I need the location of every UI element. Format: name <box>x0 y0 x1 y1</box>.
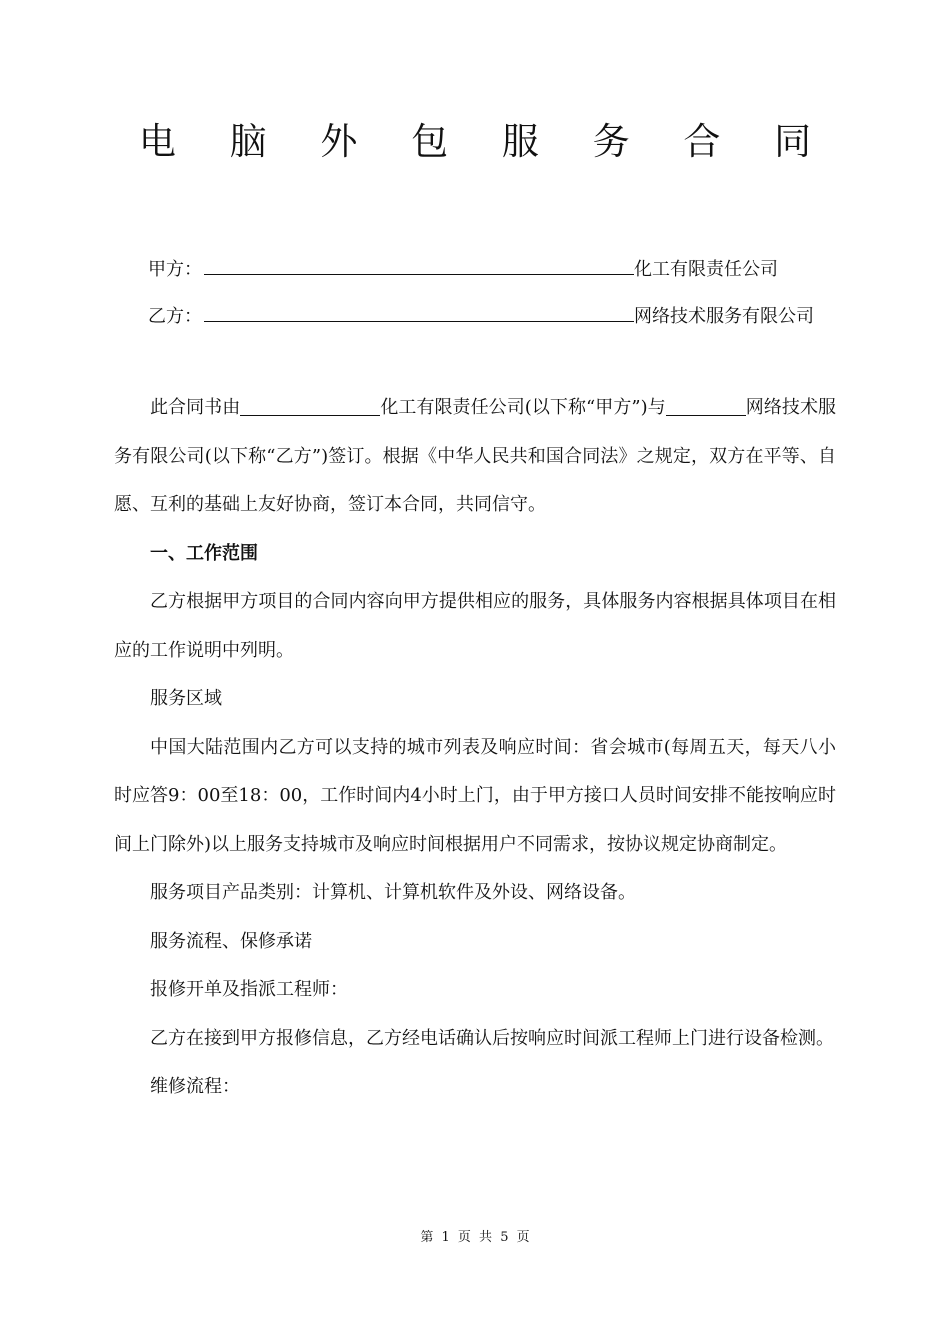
party-b-name: 网络技术服务有限公司 <box>634 306 814 327</box>
document-title: 电 脑 外 包 服 务 合 同 <box>138 120 833 163</box>
party-b-blank <box>204 299 634 322</box>
paragraph-dispatch-title: 报修开单及指派工程师： <box>150 979 348 1000</box>
paragraph-dispatch: 乙方在接到甲方报修信息，乙方经电话确认后按响应时间派工程师上门进行设备检测。 <box>150 1027 834 1049</box>
contract-body <box>114 384 836 1112</box>
paragraph-process-title: 服务流程、保修承诺 <box>150 930 312 952</box>
intro-blank-2 <box>666 395 746 416</box>
intro-part3: 网络技术服务有限公司(以下称“乙方”)签订。根据《中华人民共和国合同法》之规定，双方在平等、自愿、互利的基础上友好协商，签订本合同，共同信守。 <box>114 397 837 515</box>
intro-paragraph <box>114 384 836 530</box>
page-footer: 第 1 页 共 5 页 <box>420 1230 530 1245</box>
party-a-line <box>148 252 778 282</box>
paragraph-service-area: 中国大陆范围内乙方可以支持的城市列表及响应时间：省会城市(每周五天，每天八小时应答9：00至18：00，工作时间内4小时上门，由于甲方接口人员时间安排不能按响应时间上门除外)以上服务支持城市及响应时间根据用户不同需求，按协议规定协商制定。 <box>114 736 836 855</box>
paragraph-repair-process: 维修流程： <box>150 1076 240 1097</box>
paragraph-service-area-title: 服务区域 <box>150 688 222 709</box>
intro-blank-1 <box>240 395 380 416</box>
party-a-name: 化工有限责任公司 <box>634 259 778 280</box>
party-a-blank <box>204 252 634 275</box>
party-b-label: 乙方： <box>148 306 202 327</box>
party-a-label: 甲方： <box>148 259 202 280</box>
section-heading-scope: 一、工作范围 <box>150 542 258 564</box>
intro-part2: 化工有限责任公司(以下称“甲方”)与 <box>380 397 666 418</box>
paragraph-product-categories: 服务项目产品类别：计算机、计算机软件及外设、网络设备。 <box>150 882 636 903</box>
paragraph-scope: 乙方根据甲方项目的合同内容向甲方提供相应的服务，具体服务内容根据具体项目在相应的工作说明中列明。 <box>114 591 836 661</box>
intro-part1: 此合同书由 <box>150 397 241 418</box>
party-b-line <box>148 299 814 329</box>
